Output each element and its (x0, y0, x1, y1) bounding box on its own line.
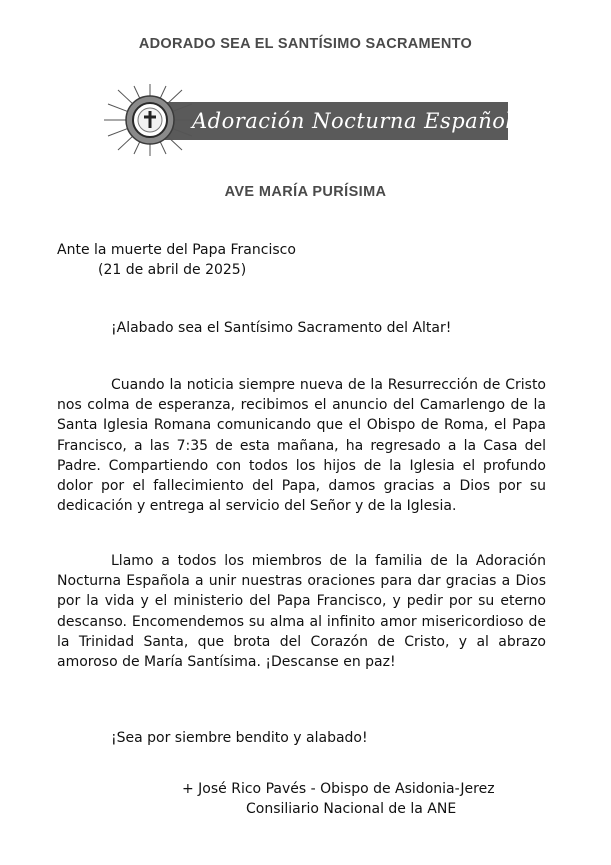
opening-praise: ¡Alabado sea el Santísimo Sacramento del Altar! (111, 320, 452, 336)
letter-occasion: Ante la muerte del Papa Francisco (57, 242, 296, 258)
signature: + José Rico Pavés - Obispo de Asidonia-Jerez (182, 781, 495, 797)
body-paragraph: Cuando la noticia siempre nueva de la Resurrección de Cristo nos colma de esperanza, recibimos el anuncio del Camarlengo de la Santa Iglesia Romana comunicando que el Obispo de Roma, el Papa Francisco, a las 7:35 de esta mañana, ha regresado a la Casa del Padre. Compartiendo con todos los hijos de la Iglesia el profundo dolor por el fallecimiento del Papa, damos gracias a Dios por su dedicación y entrega al servicio del Señor y de la Iglesia. (57, 377, 546, 515)
header-motto: ADORADO SEA EL SANTÍSIMO SACRAMENTO (138, 36, 473, 52)
organization-banner (96, 80, 526, 156)
header-greeting: AVE MARÍA PURÍSIMA (224, 184, 387, 200)
closing-praise: ¡Sea por siembre bendito y alabado! (111, 730, 368, 746)
monstrance-emblem-icon (104, 84, 196, 156)
signature-title: Consiliario Nacional de la ANE (246, 801, 457, 817)
body-paragraph: Llamo a todos los miembros de la familia de la Adoración Nocturna Española a unir nuestras oraciones para dar gracias a Dios por la vida y el ministerio del Papa Francisco, y pedir por su eterno descanso. Encomendemos su alma al infinito amor misericordioso de la Trinidad Santa, que brota del Corazón de Cristo, y al abrazo amoroso de María Santísima. ¡Descanse en paz! (57, 553, 546, 671)
letter-date: (21 de abril de 2025) (98, 262, 247, 278)
banner-title: Adoración Nocturna Española (192, 109, 526, 133)
